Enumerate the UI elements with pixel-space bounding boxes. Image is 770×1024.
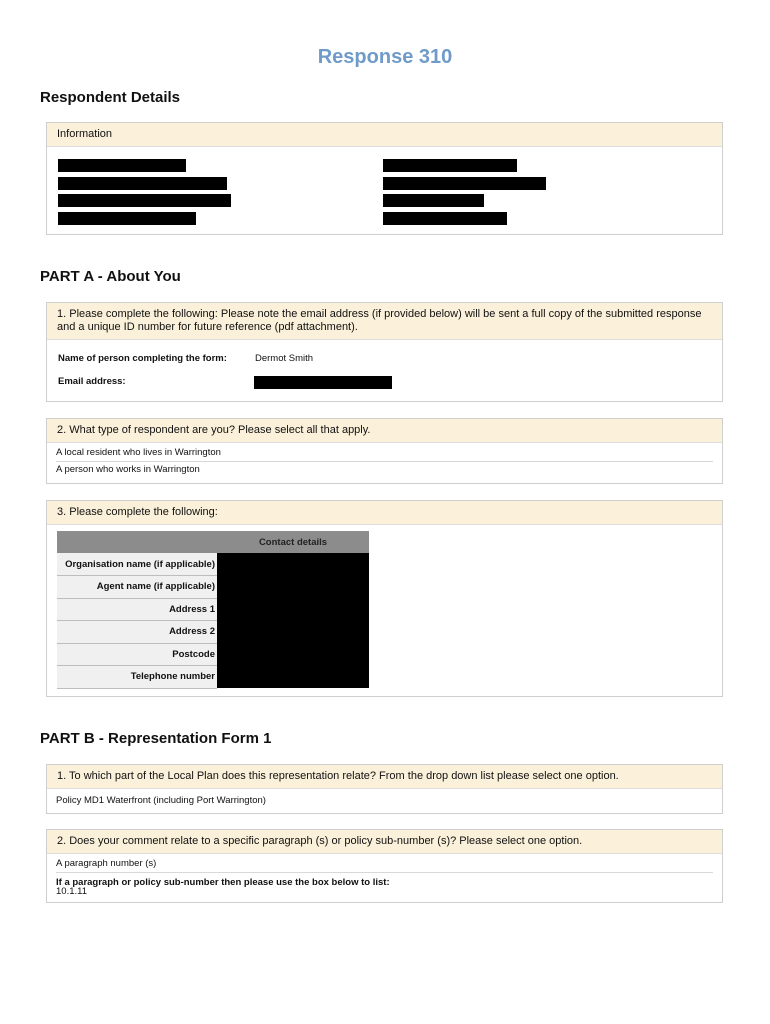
information-box-header: Information [47,123,722,147]
list-value: 10.1.11 [56,886,87,897]
question-text: 1. To which part of the Local Plan does this representation relate? From the drop down list please select one option. [47,765,722,789]
selected-option: A local resident who lives in Warrington [56,446,713,462]
question-text: 2. What type of respondent are you? Please select all that apply. [47,419,722,443]
redacted-block [58,177,227,190]
redacted-email [254,376,392,389]
contact-details-table [57,531,369,689]
contact-row-label: Agent name (if applicable) [57,576,217,599]
contact-row-label: Address 1 [57,598,217,621]
contact-row-label: Postcode [57,643,217,666]
question-text: 3. Please complete the following: [47,501,722,525]
respondent-details-heading: Respondent Details [40,89,181,106]
redacted-contact-values [217,553,369,688]
redacted-block [58,212,196,225]
selected-option: Policy MD1 Waterfront (including Port Warrington) [56,795,266,806]
email-label: Email address: [58,376,126,387]
contact-row-label: Address 2 [57,621,217,644]
part-b-question-2 [46,829,723,903]
part-a-heading: PART A - About You [40,268,181,285]
contact-row-label: Telephone number [57,666,217,689]
part-b-heading: PART B - Representation Form 1 [40,730,272,747]
list-label: If a paragraph or policy sub-number then please use the box below to list: [56,877,390,888]
name-value: Dermot Smith [255,353,314,364]
name-label: Name of person completing the form: [58,353,227,364]
part-a-question-3 [46,500,723,697]
question-text: 2. Does your comment relate to a specific paragraph (s) or policy sub-number (s)? Please select one option. [47,830,722,854]
contact-row-label: Organisation name (if applicable) [57,553,217,576]
redacted-block [58,194,231,207]
redacted-block [383,177,546,190]
redacted-block [383,212,507,225]
page-title: Response 310 [317,46,453,68]
part-a-question-2 [46,418,723,484]
information-box [46,122,723,235]
question-text: 1. Please complete the following: Please note the email address (if provided below) will be sent a full copy of the submitted response and a unique ID number for future reference (pdf attachment). [47,303,722,340]
redacted-block [383,194,484,207]
redacted-block [58,159,186,172]
selected-option: A person who works in Warrington [56,464,200,475]
selected-option: A paragraph number (s) [56,857,713,873]
part-a-question-1 [46,302,723,402]
contact-details-header: Contact details [217,531,369,553]
part-b-question-1 [46,764,723,814]
redacted-block [383,159,517,172]
